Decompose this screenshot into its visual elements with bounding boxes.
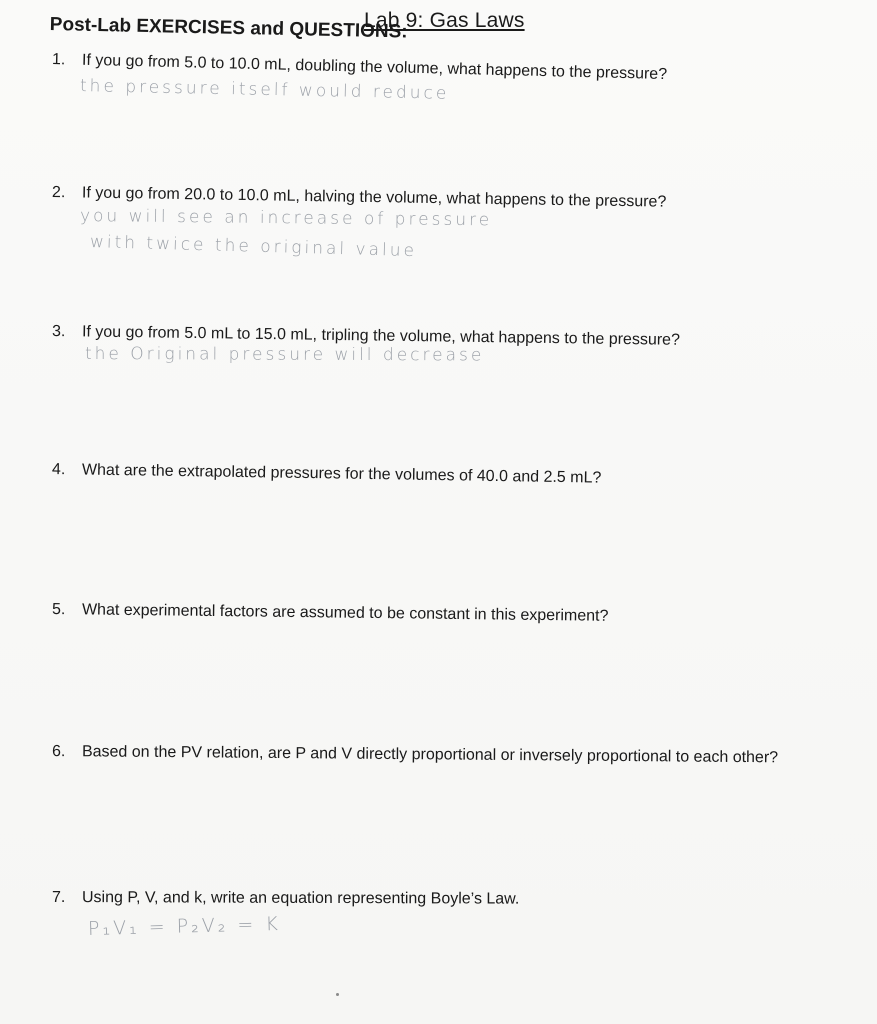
question-text: Based on the PV relation, are P and V directly proportional or inversely proportional to each other? xyxy=(81,743,779,767)
question-6 xyxy=(52,742,778,768)
handwritten-answer-1: the pressure itself would reduce xyxy=(79,76,450,104)
section-heading: Post-Lab EXERCISES and QUESTIONS: xyxy=(49,14,408,43)
question-text: What experimental factors are assumed to be constant in this experiment? xyxy=(81,601,609,625)
lab-title: Lab 9: Gas Laws xyxy=(364,9,525,32)
question-number: 3. xyxy=(51,323,66,341)
question-5 xyxy=(52,600,609,627)
handwritten-answer-2-line-1: you will see an increase of pressure xyxy=(79,206,493,231)
question-number: 7. xyxy=(51,889,66,907)
question-text: If you go from 5.0 to 10.0 mL, doubling the volume, what happens to the pressure? xyxy=(81,51,668,84)
handwritten-answer-7: P₁V₁ = P₂V₂ = K xyxy=(87,912,282,940)
question-number: 4. xyxy=(51,461,66,479)
question-number: 6. xyxy=(51,743,66,761)
question-text: What are the extrapolated pressures for the volumes of 40.0 and 2.5 mL? xyxy=(81,461,602,487)
handwritten-answer-3: the Original pressure will decrease xyxy=(84,344,485,366)
question-number: 5. xyxy=(51,601,66,619)
handwritten-answer-2-line-2: with twice the original value xyxy=(89,232,418,262)
question-text: If you go from 5.0 mL to 15.0 mL, tripling the volume, what happens to the pressure? xyxy=(81,323,681,349)
paper-speck xyxy=(336,993,339,996)
question-4 xyxy=(52,460,602,489)
question-number: 1. xyxy=(51,51,66,69)
question-text: If you go from 20.0 to 10.0 mL, halving the volume, what happens to the pressure? xyxy=(81,184,667,211)
question-number: 2. xyxy=(51,184,66,202)
question-7 xyxy=(52,888,519,910)
question-text: Using P, V, and k, write an equation representing Boyle’s Law. xyxy=(81,889,520,908)
